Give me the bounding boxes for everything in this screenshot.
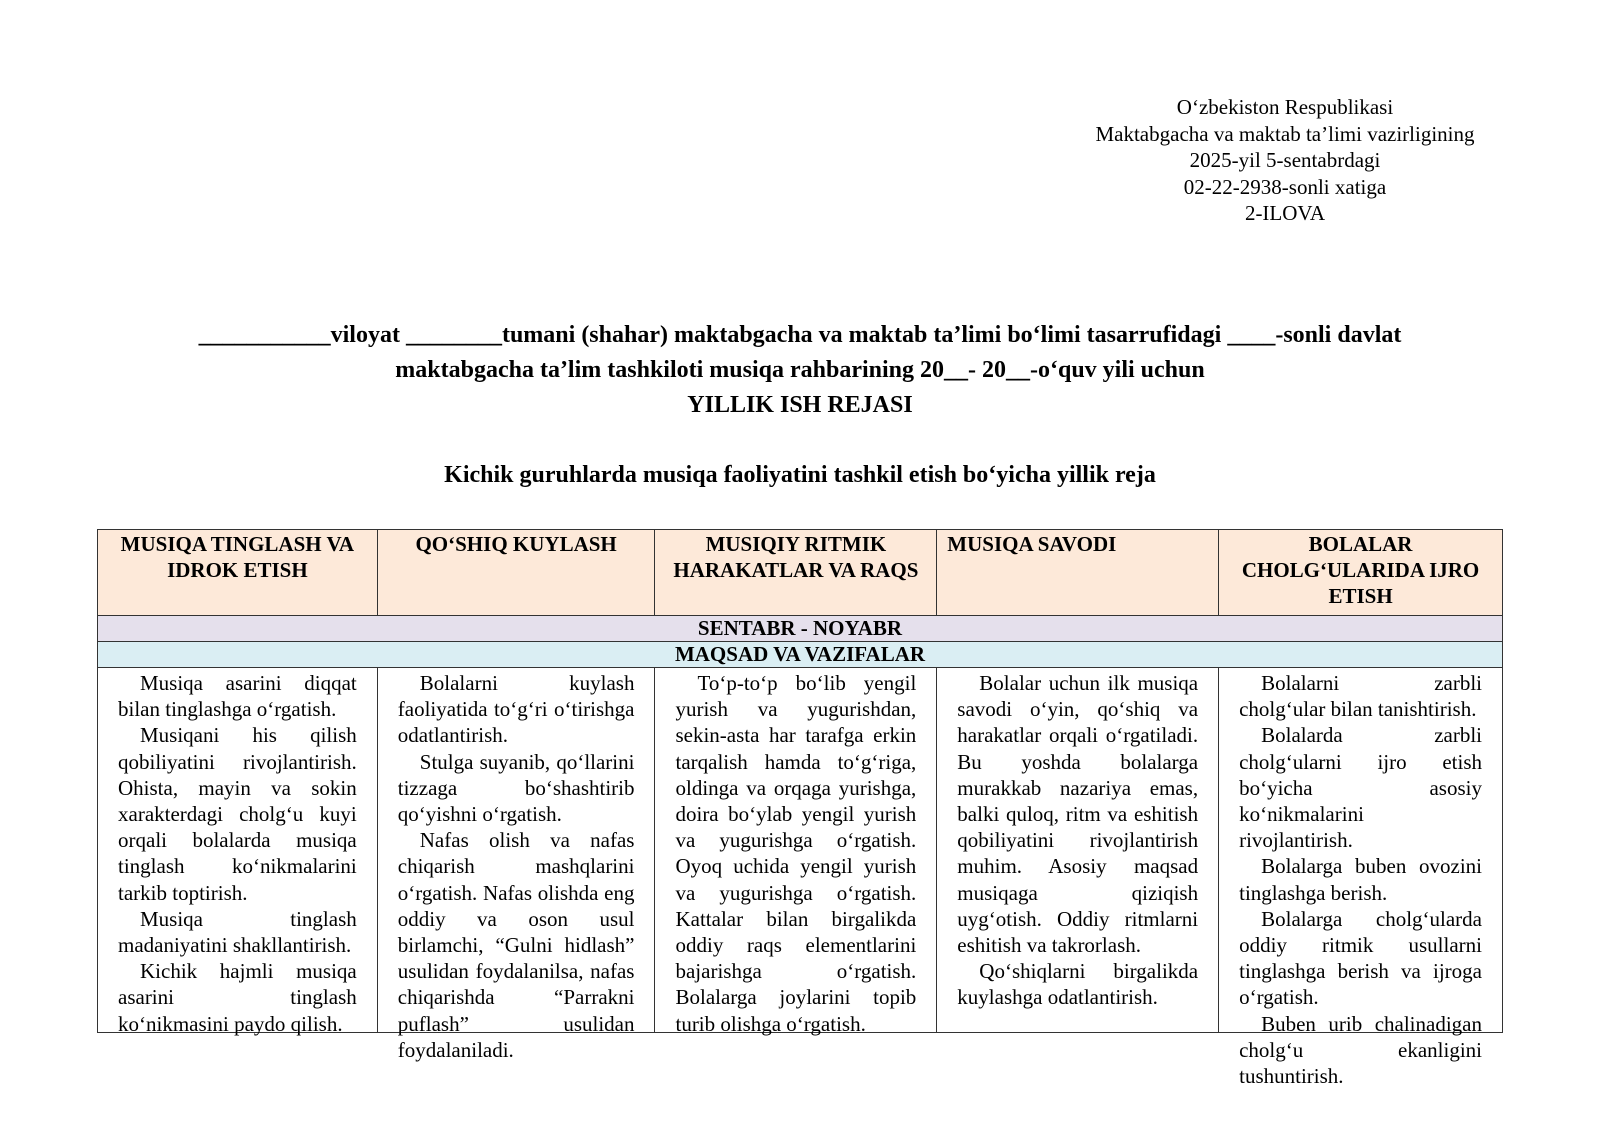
cell-paragraph: To‘p-to‘p bo‘lib yengil yurish va yugurishdan, sekin-asta har tarafga erkin tarqalish hamda to‘g‘riga, oldinga va orqaga yurishga, doira bo‘ylab yengil yurish va yugurishga o‘rgatish. Oyoq uchida yengil yurish va yugurishga o‘rgatish. Kattalar bilan birgalikda oddiy raqs elementlarini bajarishga o‘rgatish. Bolalarga joylarini topib turib olishga o‘rgatish. — [675, 671, 917, 1036]
column-header-rhythmic-movement: MUSIQIY RITMIK HARAKATLAR VA RAQS — [655, 530, 937, 616]
cell-paragraph: Bolalar uchun ilk musiqa savodi o‘yin, qo‘shiq va harakatlar orqali o‘rgatiladi. Bu yoshda bolalarga murakkab nazariya emas, balki quloq, ritm va eshitish qobiliyatini rivojlantirish muhim. Asosiy maqsad musiqaga qiziqish uyg‘otish. Oddiy ritmlarni eshitish va takrorlash. — [957, 671, 1199, 958]
approval-header — [1060, 94, 1510, 227]
column-header-music-literacy: MUSIQA SAVODI — [937, 530, 1219, 616]
table-row — [98, 668, 1503, 1033]
goals-row — [98, 642, 1503, 668]
header-line: 2025-yil 5-sentabrdagi — [1189, 148, 1381, 172]
table-cell-singing — [377, 668, 655, 1062]
plan-subtitle: Kichik guruhlarda musiqa faoliyatini tashkil etish bo‘yicha yillik reja — [444, 462, 1156, 488]
cell-paragraph: Stulga suyanib, qo‘llarini tizzaga bo‘shashtirib qo‘yishni o‘rgatish. — [397, 749, 635, 827]
table-cell-listening — [98, 668, 378, 1036]
column-header-listening: MUSIQA TINGLASH VA IDROK ETISH — [98, 530, 378, 616]
period-label: SENTABR - NOYABR — [98, 616, 1503, 642]
column-header-singing: QO‘SHIQ KUYLASH — [377, 530, 655, 616]
cell-paragraph: Bolalarda zarbli cholg‘ularni ijro etish bo‘yicha asosiy ko‘nikmalarini rivojlantirish. — [1239, 723, 1482, 853]
column-header-instruments: BOLALAR CHOLG‘ULARIDA IJRO ETISH — [1219, 530, 1503, 616]
table-cell-rhythmic-movement — [655, 668, 937, 1036]
cell-paragraph: Qo‘shiqlarni birgalikda kuylashga odatlantirish. — [957, 959, 1199, 1010]
cell-paragraph: Musiqa asarini diqqat bilan tinglashga o‘rgatish. — [118, 671, 357, 722]
header-line: Maktabgacha va maktab ta’limi vazirligining — [1095, 121, 1475, 146]
table-header-row — [98, 530, 1503, 616]
table-cell-music-literacy — [937, 668, 1219, 1033]
cell-paragraph: Bolalarni kuylash faoliyatida to‘g‘ri o‘tirishga odatlantirish. — [397, 671, 635, 748]
title-line-3: YILLIK ISH REJASI — [687, 392, 913, 418]
cell-paragraph: Bolalarni zarbli cholg‘ular bilan tanishtirish. — [1239, 671, 1482, 722]
table-cell-instruments — [1219, 668, 1503, 1089]
cell-paragraph: Bolalarga cholg‘ularda oddiy ritmik usullarni tinglashga berish va ijroga o‘rgatish. — [1239, 906, 1482, 1010]
period-row — [98, 616, 1503, 642]
header-line: 2-ILOVA — [1244, 201, 1326, 225]
title-line-1: ___________viloyat ________tumani (shahar) maktabgacha va maktab ta’limi bo‘limi tasarrufidagi ____-sonli davlat — [198, 322, 1402, 348]
title-line-2: maktabgacha ta’lim tashkiloti musiqa rahbarining 20__- 20__-o‘quv yili uchun — [395, 357, 1205, 383]
cell-paragraph: Bolalarga buben ovozini tinglashga berish. — [1239, 854, 1482, 905]
document-title — [100, 318, 1500, 423]
cell-paragraph: Buben urib chalinadigan cholg‘u ekanligini tushuntirish. — [1239, 1011, 1482, 1089]
cell-paragraph: Musiqa tinglash madaniyatini shakllantirish. — [118, 906, 357, 958]
cell-paragraph: Kichik hajmli musiqa asarini tinglash ko‘nikmasini paydo qilish. — [118, 959, 357, 1036]
annual-plan-table — [97, 529, 1503, 1089]
goals-label: MAQSAD VA VAZIFALAR — [98, 642, 1503, 668]
header-line: 02-22-2938-sonli xatiga — [1183, 174, 1387, 199]
cell-paragraph: Nafas olish va nafas chiqarish mashqlarini o‘rgatish. Nafas olishda eng oddiy va oson usul birlamchi, “Gulni hidlash” usulidan foydalanilsa, nafas chiqarishda “Parrakni puflash” usulidan foydalaniladi. — [397, 828, 635, 1062]
cell-paragraph: Musiqani his qilish qobiliyatini rivojlantirish. Ohista, mayin va sokin xarakterdagi cholg‘u kuyi orqali bolalarda musiqa tinglash ko‘nikmalarini tarkib toptirish. — [118, 723, 357, 905]
header-line: O‘zbekiston Respublikasi — [1176, 95, 1394, 119]
